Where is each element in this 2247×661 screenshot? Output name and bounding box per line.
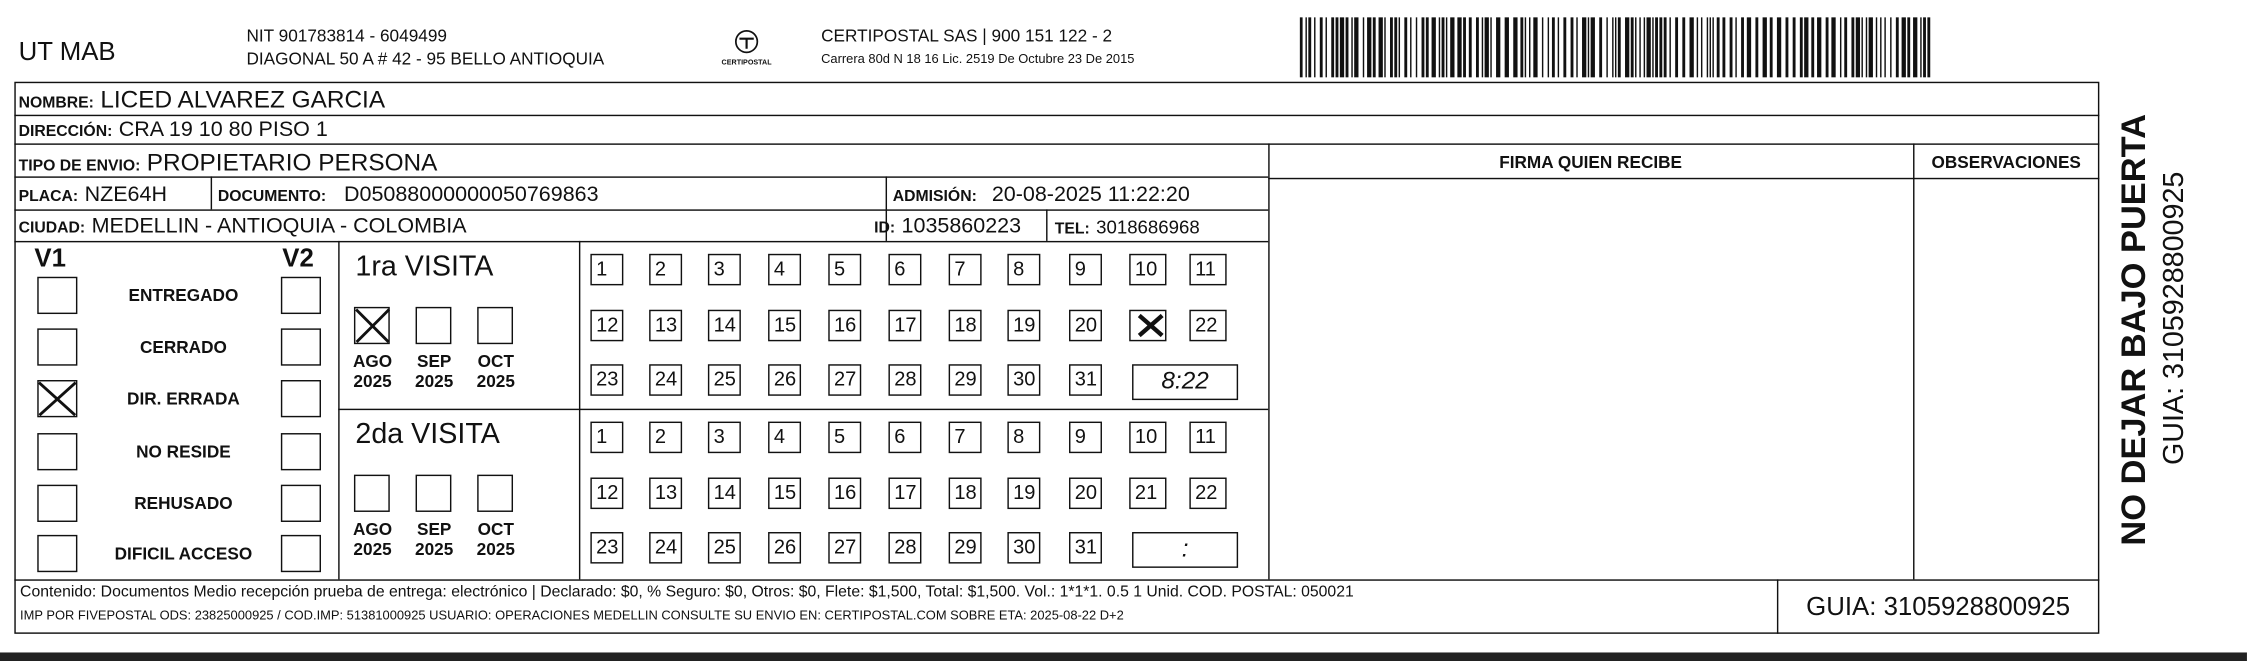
id-label: ID:: [874, 219, 896, 237]
day-box[interactable]: 21: [1129, 478, 1166, 510]
year-label: 2025: [353, 539, 392, 560]
year-label: 2025: [353, 371, 392, 392]
barcode-image: [1300, 17, 1935, 77]
day-box[interactable]: 5: [828, 254, 861, 286]
month-label: OCT: [477, 519, 514, 540]
year-label: 2025: [476, 539, 515, 560]
day-box[interactable]: 18: [949, 478, 982, 510]
footer-line1: Contenido: Documentos Medio recepción prueba de entrega: electrónico | Declarado: $0, % Seguro: $0, Otros: $0, Flete: $1,500, Total: $1,500. Vol.: 1*1*1. 0.5 1 Unid. COD. POSTAL: 050021: [20, 583, 1354, 601]
day-box[interactable]: 18: [949, 310, 982, 342]
v2-checkbox[interactable]: [281, 485, 321, 522]
month-label: SEP: [416, 519, 452, 540]
day-box[interactable]: 10: [1129, 422, 1166, 454]
day-box[interactable]: 6: [888, 422, 921, 454]
day-box[interactable]: 28: [888, 364, 921, 396]
month-checkbox[interactable]: [477, 307, 513, 344]
day-box[interactable]: 7: [949, 422, 982, 454]
v2-checkbox[interactable]: [281, 535, 321, 572]
month-label: AGO: [352, 519, 393, 540]
day-box[interactable]: 31: [1069, 364, 1102, 396]
day-box[interactable]: 27: [828, 532, 861, 564]
status-label: DIFICIL ACCESO: [114, 543, 253, 564]
v1-checkbox[interactable]: [37, 328, 77, 365]
day-box[interactable]: 29: [949, 364, 982, 396]
placa-value: NZE64H: [84, 182, 168, 207]
firma-label: FIRMA QUIEN RECIBE: [1499, 152, 1683, 173]
day-box[interactable]: 14: [708, 310, 741, 342]
day-box[interactable]: 8: [1007, 422, 1040, 454]
observations-area[interactable]: [1914, 179, 2097, 578]
month-label: OCT: [477, 351, 514, 372]
day-box[interactable]: 8: [1007, 254, 1040, 286]
bottom-edge: [0, 652, 2247, 661]
v1-checkbox[interactable]: [37, 433, 77, 470]
tipo-row: [19, 149, 438, 178]
observaciones-label: OBSERVACIONES: [1931, 152, 2081, 173]
signature-area[interactable]: [1270, 179, 1913, 578]
admision-label: ADMISIÓN:: [892, 187, 977, 206]
certipostal-logo: [717, 29, 777, 68]
certipostal-logo-icon: [731, 29, 763, 55]
day-box[interactable]: 12: [590, 478, 623, 510]
direccion-label: DIRECCIÓN:: [18, 123, 113, 141]
day-box[interactable]: 2: [649, 422, 682, 454]
status-label: CERRADO: [139, 336, 227, 358]
documento-value: D05088000000050769863: [343, 182, 599, 207]
id-row: [874, 214, 1021, 240]
day-box[interactable]: 1: [590, 254, 623, 286]
day-box[interactable]: 25: [708, 364, 741, 396]
day-box[interactable]: 6: [888, 254, 921, 286]
day-box[interactable]: 14: [708, 478, 741, 510]
footer-guia: GUIA: 3105928800925: [1806, 592, 2071, 621]
day-box[interactable]: 16: [828, 478, 861, 510]
nombre-label: NOMBRE:: [18, 94, 94, 112]
month-checkbox[interactable]: [477, 475, 513, 512]
status-label: REHUSADO: [134, 493, 233, 514]
year-label: 2025: [415, 371, 454, 392]
day-box[interactable]: 4: [768, 422, 801, 454]
day-box[interactable]: 11: [1189, 422, 1226, 454]
day-box[interactable]: 26: [768, 532, 801, 564]
year-label: 2025: [476, 371, 515, 392]
day-box[interactable]: 24: [649, 364, 682, 396]
tel-row: [1055, 215, 1200, 241]
documento-row: [218, 182, 599, 208]
status-label: DIR. ERRADA: [127, 388, 240, 409]
time-box[interactable]: :: [1132, 532, 1238, 568]
admision-value: 20-08-2025 11:22:20: [991, 182, 1190, 207]
v2-checkbox[interactable]: [281, 277, 321, 314]
company-name: UT MAB: [18, 37, 116, 66]
status-label: ENTREGADO: [128, 285, 239, 306]
day-box[interactable]: 1: [590, 422, 623, 454]
id-value: 1035860223: [901, 213, 1022, 239]
day-box[interactable]: 13: [649, 478, 682, 510]
day-box[interactable]: 29: [949, 532, 982, 564]
tel-value: 3018686968: [1096, 216, 1200, 239]
month-label: SEP: [416, 351, 452, 372]
day-box[interactable]: 20: [1069, 310, 1102, 342]
day-box[interactable]: 2: [649, 254, 682, 286]
visit-title: 1ra VISITA: [355, 250, 494, 283]
day-box[interactable]: 22: [1189, 478, 1226, 510]
day-box[interactable]: 4: [768, 254, 801, 286]
year-label: 2025: [415, 539, 454, 560]
day-box[interactable]: 25: [708, 532, 741, 564]
month-checkbox[interactable]: [354, 307, 390, 344]
day-box[interactable]: 31: [1069, 532, 1102, 564]
month-checkbox[interactable]: [416, 307, 452, 344]
day-box[interactable]: 15: [768, 478, 801, 510]
v1-checkbox[interactable]: [37, 485, 77, 522]
day-box[interactable]: 7: [949, 254, 982, 286]
day-box[interactable]: 26: [768, 364, 801, 396]
direccion-row: [19, 118, 328, 144]
ciudad-value: MEDELLIN - ANTIOQUIA - COLOMBIA: [91, 213, 467, 239]
guia-vertical: GUIA: 3105928800925: [2158, 171, 2191, 466]
day-box[interactable]: 23: [590, 532, 623, 564]
day-box[interactable]: 15: [768, 310, 801, 342]
day-box[interactable]: 23: [590, 364, 623, 396]
day-box[interactable]: 16: [828, 310, 861, 342]
day-box[interactable]: 20: [1069, 478, 1102, 510]
day-box[interactable]: 22: [1189, 310, 1226, 342]
status-label: NO RESIDE: [136, 441, 231, 462]
day-box[interactable]: 3: [708, 422, 741, 454]
admision-row: [893, 182, 1190, 208]
v1-checkbox[interactable]: [37, 535, 77, 572]
direccion-value: CRA 19 10 80 PISO 1: [118, 117, 328, 142]
month-label: AGO: [352, 351, 393, 372]
barcode: [1300, 17, 1935, 77]
day-box[interactable]: 9: [1069, 422, 1102, 454]
day-box[interactable]: 13: [649, 310, 682, 342]
visit-title: 2da VISITA: [355, 418, 500, 451]
day-box[interactable]: 30: [1007, 364, 1040, 396]
day-box[interactable]: [1129, 310, 1166, 342]
nombre-value: LICED ALVAREZ GARCIA: [100, 86, 386, 114]
ciudad-row: [19, 214, 467, 240]
certipostal-line2: Carrera 80d N 18 16 Lic. 2519 De Octubre 23 De 2015: [821, 51, 1135, 66]
day-box[interactable]: 27: [828, 364, 861, 396]
v1-label: V1: [34, 243, 66, 273]
day-box[interactable]: 24: [649, 532, 682, 564]
day-box[interactable]: 10: [1129, 254, 1166, 286]
v2-checkbox[interactable]: [281, 433, 321, 470]
no-dejar-warning: NO DEJAR BAJO PUERTA: [2115, 114, 2154, 546]
day-box[interactable]: 5: [828, 422, 861, 454]
logo-text: CERTIPOSTAL: [721, 58, 772, 68]
placa-label: PLACA:: [18, 187, 79, 206]
v1-checkbox[interactable]: [37, 277, 77, 314]
tipo-value: PROPIETARIO PERSONA: [146, 149, 438, 177]
day-box[interactable]: 17: [888, 310, 921, 342]
ciudad-label: CIUDAD:: [18, 219, 86, 237]
footer-line2: IMP POR FIVEPOSTAL ODS: 23825000925 / COD.IMP: 51381000925 USUARIO: OPERACIONES MEDELLIN CONSULTE SU ENVIO EN: CERTIPOSTAL.COM SOBRE ETA: 2025-08-22 D+2: [20, 608, 1124, 623]
documento-label: DOCUMENTO:: [217, 187, 327, 206]
v2-checkbox[interactable]: [281, 380, 321, 417]
day-box[interactable]: 9: [1069, 254, 1102, 286]
tel-label: TEL:: [1054, 220, 1090, 239]
day-box[interactable]: 11: [1189, 254, 1226, 286]
sender-address: DIAGONAL 50 A # 42 - 95 BELLO ANTIOQUIA: [246, 48, 605, 69]
month-checkbox[interactable]: [416, 475, 452, 512]
v1-checkbox[interactable]: [37, 380, 77, 417]
day-box[interactable]: 17: [888, 478, 921, 510]
tipo-label: TIPO DE ENVIO:: [18, 157, 141, 175]
placa-row: [19, 182, 167, 208]
v2-label: V2: [282, 243, 314, 273]
day-box[interactable]: 12: [590, 310, 623, 342]
nit-text: NIT 901783814 - 6049499: [246, 25, 447, 46]
certipostal-line1: CERTIPOSTAL SAS | 900 151 122 - 2: [821, 25, 1113, 46]
day-box[interactable]: 3: [708, 254, 741, 286]
day-box[interactable]: 19: [1007, 478, 1040, 510]
day-box[interactable]: 19: [1007, 310, 1040, 342]
time-box[interactable]: 8:22: [1132, 364, 1238, 400]
day-box[interactable]: 30: [1007, 532, 1040, 564]
month-checkbox[interactable]: [354, 475, 390, 512]
v2-checkbox[interactable]: [281, 328, 321, 365]
nombre-row: [19, 86, 385, 115]
day-box[interactable]: 28: [888, 532, 921, 564]
